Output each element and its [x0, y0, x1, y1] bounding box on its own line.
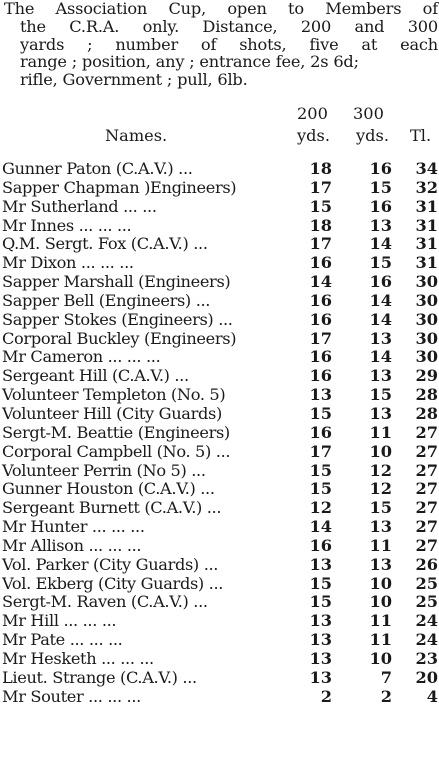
score-200-yds: 17: [309, 234, 332, 254]
score-300-yds: 10: [369, 441, 392, 461]
competitor-name: Mr Hesketh ... ... ...: [2, 648, 154, 668]
table-row: [2, 537, 438, 556]
score-200-yds: 2: [320, 686, 332, 706]
table-row: [2, 292, 438, 311]
score-300-yds: 13: [369, 366, 392, 386]
score-200-yds: 15: [309, 592, 332, 612]
competitor-name: Mr Souter ... ... ...: [2, 686, 141, 706]
competitor-name: Mr Hill ... ... ...: [2, 611, 117, 631]
table-row: [2, 631, 438, 650]
score-300-yds: 13: [369, 215, 392, 235]
score-200-yds: 13: [309, 667, 332, 687]
score-200-yds: 16: [309, 535, 332, 555]
score-total: 30: [415, 290, 438, 310]
competitor-name: Lieut. Strange (C.A.V.) ...: [2, 667, 197, 687]
score-200-yds: 15: [309, 573, 332, 593]
score-200-yds: 16: [309, 366, 332, 386]
score-300-yds: 10: [369, 648, 392, 668]
score-total: 20: [415, 667, 438, 687]
score-total: 30: [415, 328, 438, 348]
score-total: 24: [415, 630, 438, 650]
score-300-yds: 16: [369, 159, 392, 178]
score-total: 24: [415, 611, 438, 631]
competitor-name: Vol. Parker (City Guards) ...: [2, 554, 219, 574]
score-200-yds: 13: [309, 630, 332, 650]
competitor-name: Volunteer Templeton (No. 5): [2, 385, 226, 405]
score-300-yds: 10: [369, 592, 392, 612]
competitor-name: Sergt-M. Beattie (Engineers): [2, 422, 230, 442]
score-200-yds: 13: [309, 611, 332, 631]
competitor-name: Vol. Ekberg (City Guards) ...: [2, 573, 224, 593]
score-200-yds: 15: [309, 479, 332, 499]
score-300-yds: 16: [369, 196, 392, 216]
score-300-yds: 11: [369, 422, 392, 442]
score-300-yds: 15: [369, 253, 392, 273]
score-300-yds: 15: [369, 385, 392, 405]
score-200-yds: 16: [309, 309, 332, 329]
score-300-yds: 14: [369, 290, 392, 310]
score-200-yds: 18: [309, 159, 332, 178]
table-row: [2, 443, 438, 462]
score-300-yds: 10: [369, 573, 392, 593]
score-200-yds: 15: [309, 460, 332, 480]
table-row: [2, 424, 438, 443]
score-total: 27: [415, 498, 438, 518]
table-row: [2, 575, 438, 594]
score-300-yds: 15: [369, 177, 392, 197]
score-total: 30: [415, 272, 438, 292]
header-200-top: 200: [297, 104, 328, 123]
competitor-name: Sergeant Burnett (C.A.V.) ...: [2, 498, 222, 518]
score-200-yds: 13: [309, 554, 332, 574]
competitor-name: Mr Hunter ... ... ...: [2, 517, 145, 537]
table-row: [2, 348, 438, 367]
score-300-yds: 13: [369, 403, 392, 423]
score-total: 30: [415, 347, 438, 367]
table-row: [2, 669, 438, 688]
table-row: [2, 386, 438, 405]
score-300-yds: 14: [369, 347, 392, 367]
score-total: 27: [415, 441, 438, 461]
score-300-yds: 2: [380, 686, 392, 706]
table-row: [2, 160, 438, 179]
table-row: [2, 198, 438, 217]
competitor-name: Gunner Houston (C.A.V.) ...: [2, 479, 215, 499]
score-200-yds: 15: [309, 196, 332, 216]
competitor-name: Mr Pate ... ... ...: [2, 630, 123, 650]
competitor-name: Sapper Stokes (Engineers) ...: [2, 309, 233, 329]
score-200-yds: 13: [309, 385, 332, 405]
table-row: [2, 688, 438, 707]
competitor-name: Volunteer Perrin (No 5) ...: [2, 460, 206, 480]
score-200-yds: 14: [309, 517, 332, 537]
score-total: 31: [415, 234, 438, 254]
score-200-yds: 12: [309, 498, 332, 518]
competitor-name: Sergeant Hill (C.A.V.) ...: [2, 366, 189, 386]
score-300-yds: 13: [369, 517, 392, 537]
table-row: [2, 217, 438, 236]
score-total: 25: [415, 573, 438, 593]
header-300-top: 300: [353, 104, 384, 123]
competitor-name: Sapper Chapman )Engineers): [2, 177, 237, 197]
score-300-yds: 15: [369, 498, 392, 518]
score-total: 29: [415, 366, 438, 386]
score-total: 27: [415, 479, 438, 499]
competitor-name: Corporal Campbell (No. 5) ...: [2, 441, 231, 461]
score-200-yds: 15: [309, 403, 332, 423]
score-300-yds: 13: [369, 328, 392, 348]
score-200-yds: 17: [309, 328, 332, 348]
score-200-yds: 16: [309, 253, 332, 273]
competitor-name: Mr Sutherland ... ...: [2, 196, 157, 216]
description-line: the C.R.A. only. Distance, 200 and 300: [20, 16, 438, 36]
table-row: [2, 235, 438, 254]
table-row: [2, 367, 438, 386]
competitor-name: Gunner Paton (C.A.V.) ...: [2, 159, 193, 178]
header-300-yds: yds.: [356, 126, 389, 145]
score-200-yds: 16: [309, 290, 332, 310]
competitor-name: Mr Innes ... ... ...: [2, 215, 132, 235]
score-300-yds: 12: [369, 460, 392, 480]
competitor-name: Corporal Buckley (Engineers): [2, 328, 237, 348]
table-row: [2, 612, 438, 631]
score-total: 4: [426, 686, 438, 706]
competitor-name: Sergt-M. Raven (C.A.V.) ...: [2, 592, 208, 612]
competitor-name: Mr Allison ... ... ...: [2, 535, 142, 555]
score-300-yds: 14: [369, 309, 392, 329]
score-200-yds: 13: [309, 648, 332, 668]
score-300-yds: 11: [369, 535, 392, 555]
table-row: [2, 311, 438, 330]
description-line: yards ; number of shots, five at each: [20, 34, 438, 54]
table-row: [2, 480, 438, 499]
score-total: 32: [415, 177, 438, 197]
score-total: 25: [415, 592, 438, 612]
score-200-yds: 14: [309, 272, 332, 292]
score-200-yds: 17: [309, 441, 332, 461]
competitor-name: Volunteer Hill (City Guards): [2, 403, 222, 423]
score-total: 26: [415, 554, 438, 574]
score-total: 34: [415, 159, 438, 178]
score-total: 27: [415, 422, 438, 442]
table-row: [2, 273, 438, 292]
score-total: 27: [415, 535, 438, 555]
table-row: [2, 462, 438, 481]
score-300-yds: 11: [369, 630, 392, 650]
score-total: 31: [415, 215, 438, 235]
score-300-yds: 12: [369, 479, 392, 499]
table-row: [2, 405, 438, 424]
score-total: 27: [415, 460, 438, 480]
header-total: Tl.: [410, 126, 432, 145]
table-row: [2, 650, 438, 669]
table-row: [2, 518, 438, 537]
score-total: 23: [415, 648, 438, 668]
competitor-name: Sapper Marshall (Engineers): [2, 272, 231, 292]
header-names: Names.: [105, 126, 168, 145]
score-total: 28: [415, 385, 438, 405]
table-row: [2, 556, 438, 575]
score-300-yds: 7: [380, 667, 392, 687]
table-row: [2, 179, 438, 198]
score-300-yds: 13: [369, 554, 392, 574]
score-200-yds: 18: [309, 215, 332, 235]
score-total: 27: [415, 517, 438, 537]
score-total: 30: [415, 309, 438, 329]
description-line: range ; position, any ; entrance fee, 2s 6d;: [20, 52, 359, 72]
competitor-name: Mr Cameron ... ... ...: [2, 347, 161, 367]
score-total: 31: [415, 253, 438, 273]
score-200-yds: 16: [309, 422, 332, 442]
competitor-name: Q.M. Sergt. Fox (C.A.V.) ...: [2, 234, 208, 254]
score-total: 28: [415, 403, 438, 423]
table-row: [2, 499, 438, 518]
score-300-yds: 16: [369, 272, 392, 292]
competition-description: [4, 0, 438, 89]
competitor-name: Mr Dixon ... ... ...: [2, 253, 134, 273]
description-line: The Association Cup, open to Members of: [4, 0, 438, 18]
score-total: 31: [415, 196, 438, 216]
score-300-yds: 11: [369, 611, 392, 631]
table-row: [2, 254, 438, 273]
table-row: [2, 593, 438, 612]
table-row: [2, 330, 438, 349]
score-200-yds: 16: [309, 347, 332, 367]
header-200-yds: yds.: [297, 126, 330, 145]
competitor-name: Sapper Bell (Engineers) ...: [2, 290, 211, 310]
results-table: [2, 160, 438, 706]
score-300-yds: 14: [369, 234, 392, 254]
score-200-yds: 17: [309, 177, 332, 197]
description-line: rifle, Government ; pull, 6lb.: [20, 70, 248, 90]
